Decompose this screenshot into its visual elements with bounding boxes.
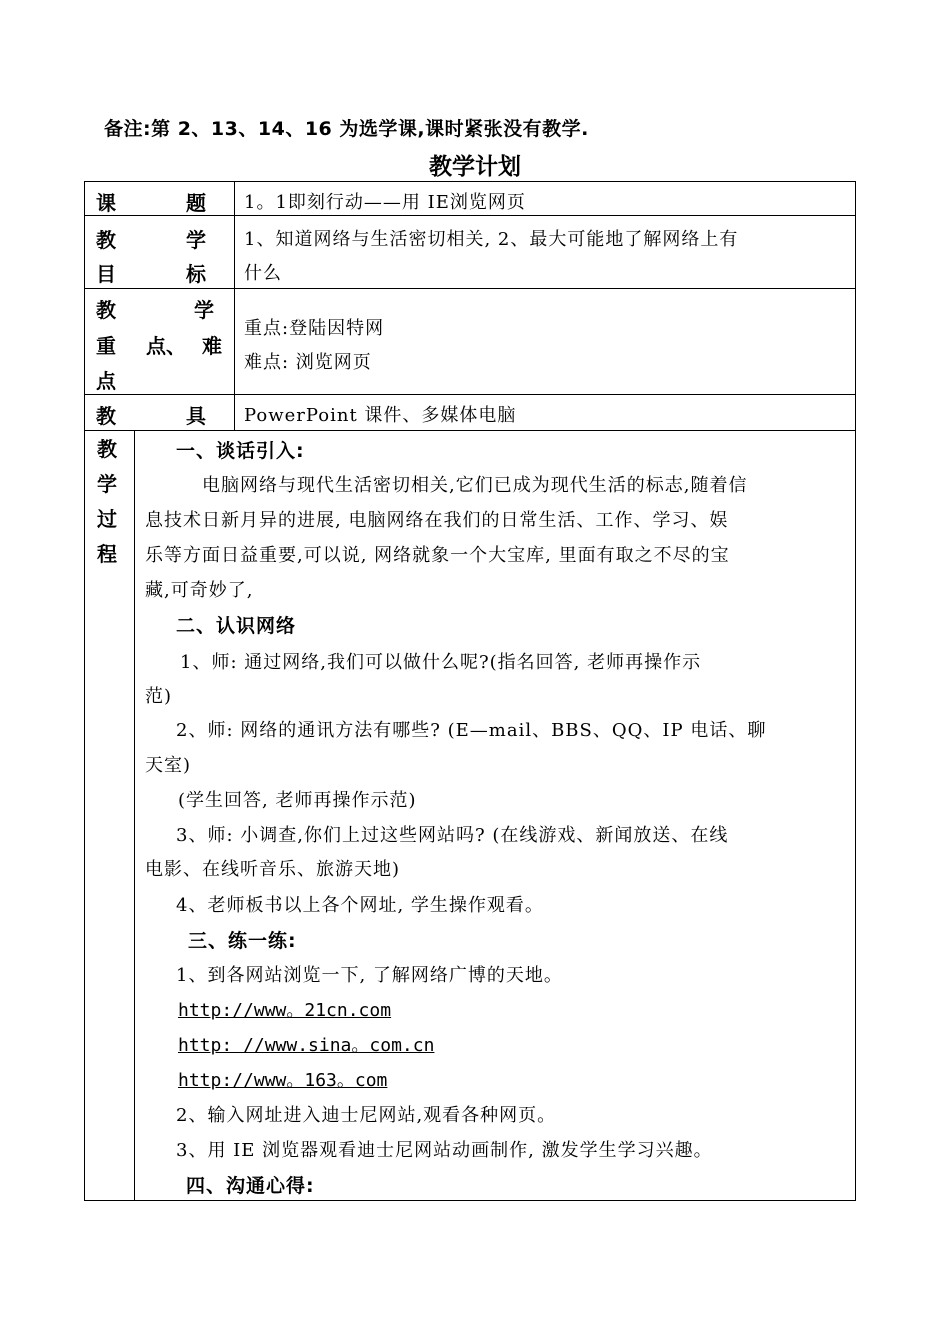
intro-line: 息技术日新月异的进展, 电脑网络在我们的日常生活、工作、学习、娱	[145, 510, 729, 531]
row-divider	[84, 394, 856, 395]
label-goal-char4: 标	[186, 262, 206, 286]
tools-value: PowerPoint 课件、多媒体电脑	[244, 405, 517, 426]
label-key-char1: 教	[96, 298, 116, 322]
difficult-point: 难点: 浏览网页	[244, 352, 372, 373]
network-item: 电影、在线听音乐、旅游天地)	[145, 859, 401, 880]
website-link[interactable]: http://www。163。com	[178, 1070, 388, 1091]
topic-value: 1。1即刻行动——用 IE浏览网页	[244, 192, 526, 213]
section-heading-network: 二、认识网络	[176, 615, 297, 637]
label-topic-char1: 课	[96, 191, 116, 215]
network-item: 天室)	[145, 755, 192, 776]
row-divider	[84, 288, 856, 289]
section-heading-intro: 一、谈话引入:	[176, 440, 305, 462]
page-title: 教学计划	[429, 154, 521, 180]
section-heading-practice: 三、练一练:	[188, 930, 297, 952]
label-key-char4: 点、	[146, 334, 186, 358]
network-item: 3、师: 小调查,你们上过这些网站吗? (在线游戏、新闻放送、在线	[176, 825, 729, 846]
row-divider	[84, 430, 856, 431]
label-key-char6: 点	[96, 369, 116, 393]
column-divider	[234, 181, 235, 430]
intro-line: 乐等方面日益重要,可以说, 网络就象一个大宝库, 里面有取之不尽的宝	[145, 545, 730, 566]
label-key-char2: 学	[194, 298, 214, 322]
key-point: 重点:登陆因特网	[244, 318, 385, 339]
label-key-char5: 难	[202, 334, 222, 358]
practice-item: 2、输入网址进入迪士尼网站,观看各种网页。	[176, 1105, 557, 1126]
goal-line2: 什么	[244, 263, 282, 284]
process-label-char3: 过	[97, 507, 117, 531]
practice-item: 1、到各网站浏览一下, 了解网络广博的天地。	[176, 965, 563, 986]
label-goal-char3: 目	[96, 262, 116, 286]
label-tools-char2: 具	[186, 404, 206, 428]
website-link[interactable]: http: //www.sina。com.cn	[178, 1035, 435, 1056]
network-item: 4、老师板书以上各个网址, 学生操作观看。	[176, 895, 544, 916]
intro-line: 电脑网络与现代生活密切相关,它们已成为现代生活的标志,随着信	[202, 475, 748, 496]
process-label-char1: 教	[97, 437, 117, 461]
process-label-char2: 学	[97, 472, 117, 496]
practice-item: 3、用 IE 浏览器观看迪士尼网站动画制作, 激发学生学习兴趣。	[176, 1140, 713, 1161]
process-label-char4: 程	[97, 542, 117, 566]
column-divider	[134, 430, 135, 1201]
intro-line: 藏,可奇妙了,	[145, 580, 254, 601]
label-goal-char1: 教	[96, 228, 116, 252]
goal-line1: 1、知道网络与生活密切相关, 2、最大可能地了解网络上有	[244, 229, 739, 250]
label-key-char3: 重	[96, 334, 116, 358]
section-heading-reflection: 四、沟通心得:	[186, 1175, 315, 1197]
network-item: 2、师: 网络的通讯方法有哪些? (E—mail、BBS、QQ、IP 电话、聊	[176, 720, 767, 741]
network-item: (学生回答, 老师再操作示范)	[178, 790, 417, 811]
network-item: 1、师: 通过网络,我们可以做什么呢?(指名回答, 老师再操作示	[180, 652, 702, 673]
website-link[interactable]: http://www。21cn.com	[178, 1000, 392, 1021]
network-item: 范)	[145, 686, 173, 707]
label-topic-char2: 题	[186, 191, 206, 215]
label-goal-char2: 学	[186, 228, 206, 252]
header-note: 备注:第 2、13、14、16 为选学课,课时紧张没有教学.	[104, 118, 589, 140]
label-tools-char1: 教	[96, 404, 116, 428]
process-label	[95, 432, 119, 572]
